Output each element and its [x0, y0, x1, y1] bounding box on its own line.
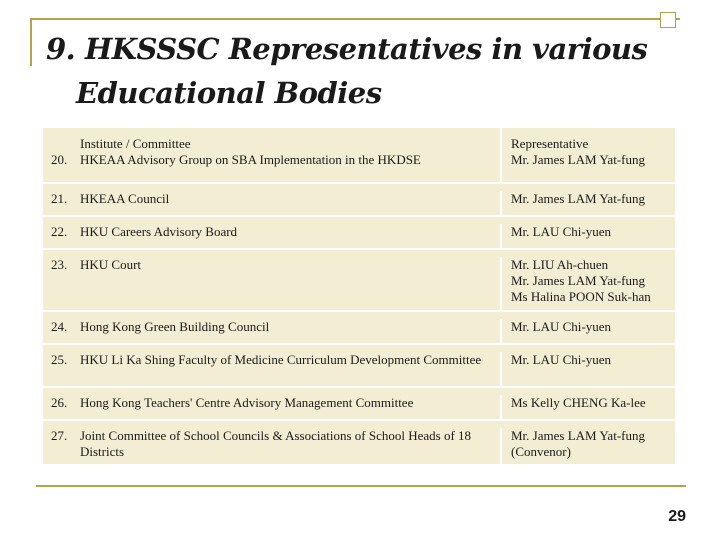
slide-title-line-2: Educational Bodies [76, 76, 382, 110]
representative-cell [500, 352, 675, 386]
table-row [43, 250, 675, 310]
institute-name: Hong Kong Green Building Council [80, 319, 270, 334]
table-row [43, 421, 675, 464]
header-institute: Institute / Committee [80, 136, 191, 151]
institute-name: Joint Committee of School Councils & Associations of School Heads of 18 Districts [80, 428, 472, 459]
header-representative: Representative [511, 136, 589, 151]
table-row [43, 388, 675, 419]
table-row [43, 312, 675, 343]
slide-title-line-1: 9. HKSSSC Representatives in various [46, 32, 648, 66]
representative-name: Mr. LAU Chi-yuen [511, 319, 612, 334]
representative-cell [500, 428, 675, 464]
row-number: 22. [51, 224, 68, 239]
institute-name: HKU Li Ka Shing Faculty of Medicine Curriculum Development Committee [80, 352, 482, 367]
representative-name: Mr. LIU Ah-chuen [511, 257, 609, 272]
representative-cell [500, 191, 675, 215]
table-row [43, 128, 675, 182]
representative-name: Mr. James LAM Yat-fung [511, 273, 645, 288]
row-number: 21. [51, 191, 68, 206]
representative-cell [500, 319, 675, 343]
representative-cell [500, 128, 675, 182]
representative-name: Mr. James LAM Yat-fung [511, 191, 645, 206]
institute-name: HKEAA Council [80, 191, 170, 206]
row-number: 23. [51, 257, 68, 272]
representative-name: Ms Kelly CHENG Ka-lee [511, 395, 646, 410]
row-number: 27. [51, 428, 68, 443]
representative-name: Mr. LAU Chi-yuen [511, 224, 612, 239]
page-number: 29 [668, 508, 686, 525]
institute-name: HKU Court [80, 257, 142, 272]
representative-cell [500, 224, 675, 248]
left-rule [30, 18, 32, 66]
row-number: 26. [51, 395, 68, 410]
representative-cell [500, 395, 675, 419]
representative-cell [500, 257, 675, 310]
corner-square-decoration [660, 12, 676, 28]
row-number: 24. [51, 319, 68, 334]
table-row [43, 345, 675, 386]
row-number: 20. [51, 152, 68, 167]
representative-role: (Convenor) [511, 444, 571, 459]
representative-name: Ms Halina POON Suk-han [511, 289, 651, 304]
representative-name: Mr. James LAM Yat-fung [511, 428, 645, 443]
representative-name: Mr. LAU Chi-yuen [511, 352, 612, 367]
table-row [43, 217, 675, 248]
table-row [43, 184, 675, 215]
slide-title [46, 27, 666, 115]
row-number: 25. [51, 352, 68, 367]
representatives-table [43, 128, 675, 466]
institute-cell [80, 128, 500, 182]
top-rule [30, 18, 680, 20]
bottom-rule [36, 485, 686, 487]
representative-name: Mr. James LAM Yat-fung [511, 152, 645, 167]
institute-name: HKEAA Advisory Group on SBA Implementation in the HKDSE [80, 152, 421, 167]
institute-name: HKU Careers Advisory Board [80, 224, 238, 239]
institute-name: Hong Kong Teachers' Centre Advisory Management Committee [80, 395, 414, 410]
